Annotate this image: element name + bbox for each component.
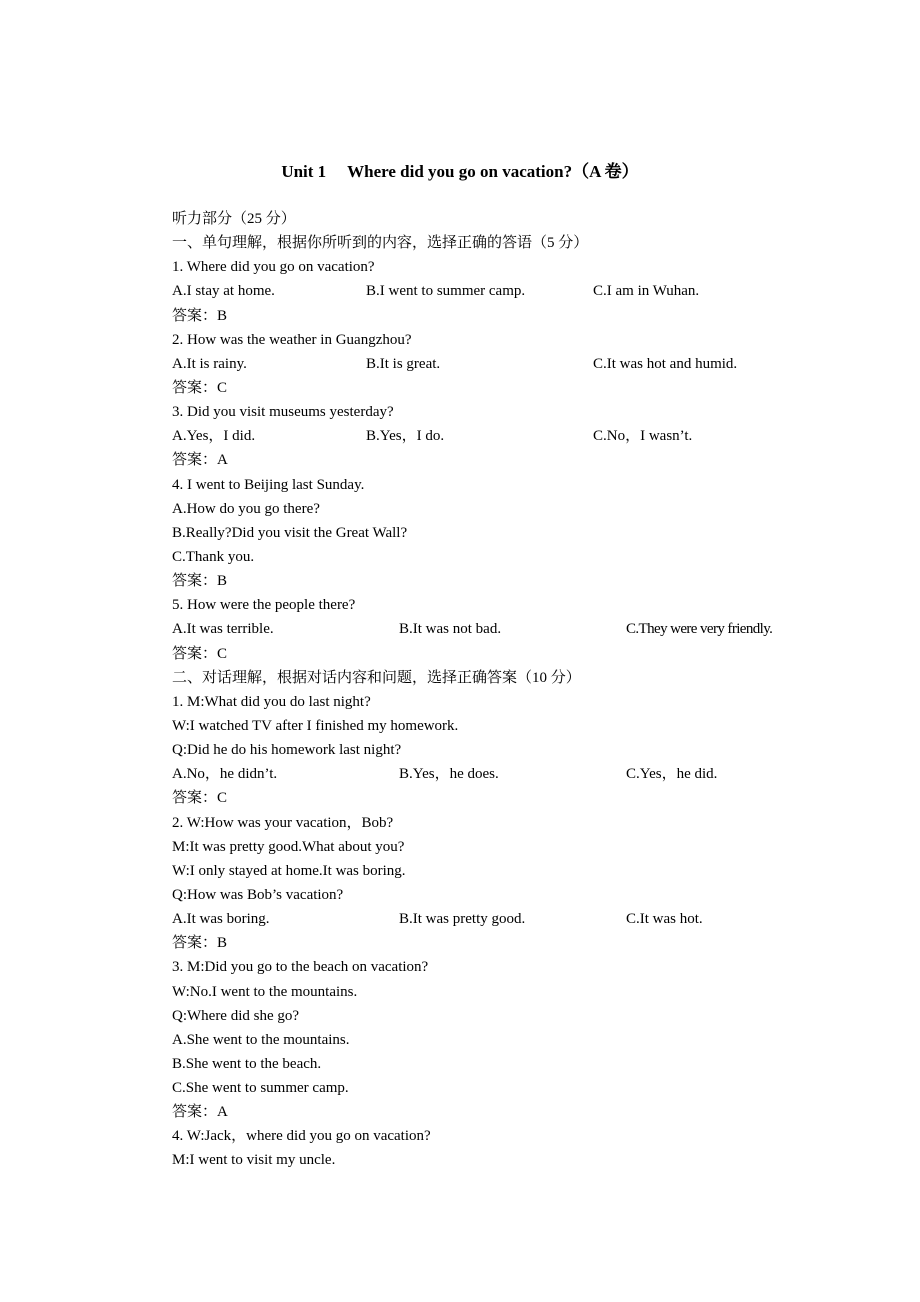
- answer: 答案：B: [172, 573, 228, 590]
- question-text: 3. Did you visit museums yesterday?: [172, 404, 394, 421]
- option-c: C.It was hot and humid.: [593, 355, 738, 372]
- answer: 答案：B: [172, 935, 228, 952]
- dialogue-line: W:No.I went to the mountains.: [172, 983, 358, 1000]
- option-c: C.They were very friendly.: [626, 621, 773, 638]
- option-a: A.It was boring.: [172, 911, 270, 928]
- document-title: Unit 1 Where did you go on vacation?（A 卷）: [281, 162, 639, 181]
- dialogue-question: Q:How was Bob’s vacation?: [172, 886, 344, 903]
- option-b: B.I went to summer camp.: [366, 283, 526, 300]
- question-text: 5. How were the people there?: [172, 597, 356, 614]
- dialogue-line: 4. W:Jack，where did you go on vacation?: [172, 1128, 431, 1145]
- option-a: A.It is rainy.: [172, 355, 247, 372]
- answer: 答案：A: [172, 452, 228, 469]
- document-body: [172, 207, 822, 1173]
- answer: 答案：C: [172, 645, 228, 662]
- options-row: [172, 907, 822, 931]
- answer: 答案：C: [172, 790, 228, 807]
- option-c: C.Yes，he did.: [626, 766, 718, 783]
- dialogue-question: Q:Where did she go?: [172, 1007, 300, 1024]
- answer: 答案：A: [172, 1104, 228, 1121]
- option-b: B.Really?Did you visit the Great Wall?: [172, 524, 408, 541]
- dialogue-line: M:It was pretty good.What about you?: [172, 838, 405, 855]
- dialogue-line: 3. M:Did you go to the beach on vacation?: [172, 959, 429, 976]
- option-c: C.No，I wasn’t.: [593, 428, 693, 445]
- dialogue-question: Q:Did he do his homework last night?: [172, 742, 402, 759]
- option-c: C.She went to summer camp.: [172, 1080, 349, 1097]
- question-text: 1. Where did you go on vacation?: [172, 259, 375, 276]
- part2-header: 二、对话理解，根据对话内容和问题，选择正确答案（10 分）: [172, 669, 581, 686]
- options-row: [172, 279, 822, 303]
- options-row: [172, 424, 822, 448]
- option-c: C.Thank you.: [172, 548, 255, 565]
- answer: 答案：C: [172, 379, 228, 396]
- options-row: [172, 762, 822, 786]
- option-b: B.It was not bad.: [399, 621, 502, 638]
- option-c: C.I am in Wuhan.: [593, 283, 700, 300]
- options-row: [172, 617, 822, 641]
- option-a: A.Yes，I did.: [172, 428, 256, 445]
- listening-section-header: 听力部分（25 分）: [172, 211, 296, 227]
- options-row: [172, 352, 822, 376]
- dialogue-line: W:I only stayed at home.It was boring.: [172, 862, 406, 879]
- part1-header: 一、单句理解，根据你所听到的内容，选择正确的答语（5 分）: [172, 235, 589, 252]
- option-a: A.How do you go there?: [172, 500, 320, 517]
- dialogue-line: W:I watched TV after I finished my homework.: [172, 717, 459, 734]
- option-a: A.She went to the mountains.: [172, 1031, 350, 1048]
- dialogue-line: 2. W:How was your vacation，Bob?: [172, 814, 394, 831]
- option-a: A.No，he didn’t.: [172, 766, 278, 783]
- answer: 答案：B: [172, 307, 228, 324]
- option-a: A.It was terrible.: [172, 621, 274, 638]
- option-a: A.I stay at home.: [172, 283, 275, 300]
- option-b: B.It is great.: [366, 355, 441, 372]
- dialogue-line: 1. M:What did you do last night?: [172, 693, 371, 710]
- option-b: B.She went to the beach.: [172, 1055, 322, 1072]
- dialogue-line: M:I went to visit my uncle.: [172, 1152, 336, 1169]
- option-c: C.It was hot.: [626, 911, 703, 928]
- option-b: B.Yes，he does.: [399, 766, 499, 783]
- option-b: B.It was pretty good.: [399, 911, 526, 928]
- option-b: B.Yes，I do.: [366, 428, 445, 445]
- question-text: 4. I went to Beijing last Sunday.: [172, 476, 365, 493]
- question-text: 2. How was the weather in Guangzhou?: [172, 331, 412, 348]
